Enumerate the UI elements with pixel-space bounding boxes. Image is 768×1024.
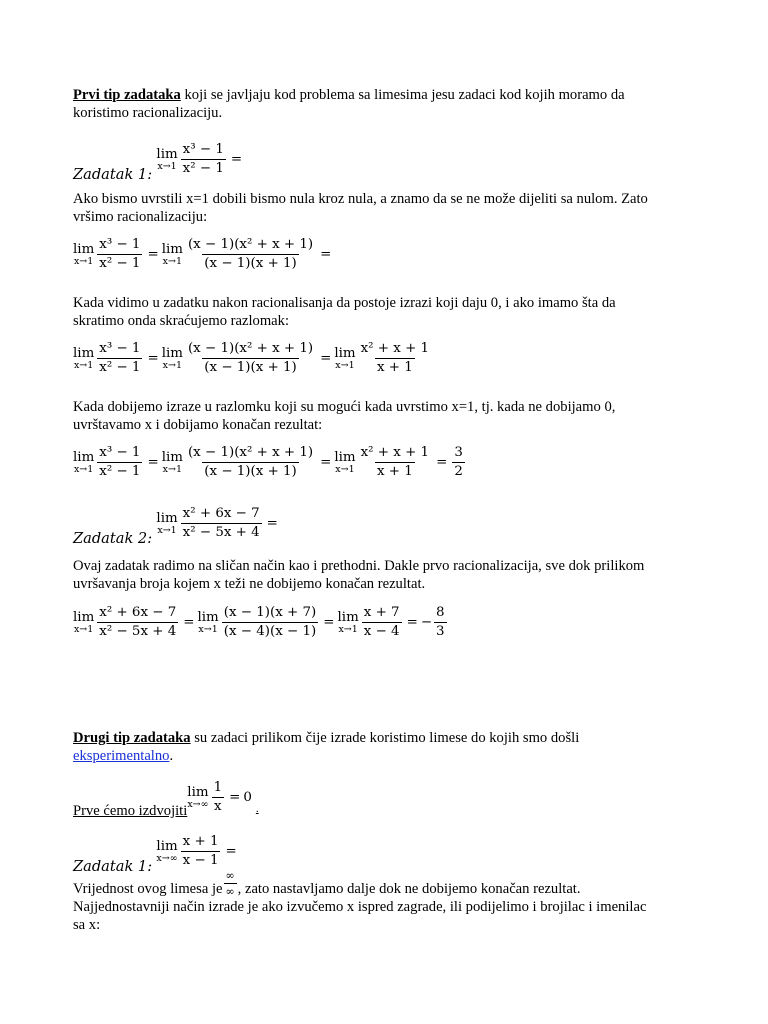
paragraph-5: Vrijednost ovog limesa je $\frac{\infty}{\infty}$ , zato nastavljamo dalje dok ne dobijemo konačan rezultat. Najjednostavniji način izrade je ako izvučemo x ispred zagrade, ili podijelimo i brojilac i imenilac sa x: (73, 868, 647, 933)
paragraph-4: Ovaj zadatak radimo na sličan način kao i prethodni. Dakle prvo racionalizacija, sve dok prilikom uvršavanja broja kojem x teži ne dobijemo konačan rezultat. (73, 558, 645, 592)
lim-operator: lim x→1 (156, 146, 178, 172)
zadatak2-equation: Zadatak 2: lim x→1 $\frac{\text{x² + 6x − 7}}{\text{x² − 5x + 4}}$ = (73, 505, 278, 547)
section1-heading: Prvi tip zadataka (73, 87, 181, 103)
lim-operator: lim x→1 (161, 241, 183, 268)
zadatak3-label: Zadatak 1: (73, 858, 153, 875)
fraction: $\frac{\text{x³ − 1}}{\text{x² − 1}}$ (182, 141, 224, 176)
fraction: $\frac{\text{(x − 1)(x² + x + 1)}}{(x - 1)(x + 1)}$ (187, 237, 314, 272)
equation-b: lim x→1 $\frac{\text{x³ − 1}}{\text{x² − 1}}$ = lim x→1 $\frac{\text{(x − 1)(x² + x + 1)}}{(x - 1)(x + 1)}$ = lim x→1 $\frac{\text{x² + x + 1}}{x + 1}$ (73, 341, 430, 376)
equation-a: lim x→1 $\frac{\text{x³ − 1}}{\text{x² − 1}}$ = lim x→1 $\frac{\text{(x − 1)(x² + x + 1)}}{(x - 1)(x + 1)}$ = (73, 237, 332, 272)
section1-text: koji se javljaju kod problema sa limesima jesu zadaci kod kojih moramo da (180, 87, 625, 103)
section1-intro (73, 86, 693, 122)
zadatak1-equation: Zadatak 1: lim x→1 $\frac{\text{x³ − 1}}{\text{x² − 1}}$ = (73, 141, 243, 183)
lim-operator: lim x→1 (73, 241, 95, 268)
paragraph-1: Ako bismo uvrstili x=1 dobili bismo nula kroz nula, a znamo da se ne može dijeliti sa nulom. Zato vršimo racionalizaciju: (73, 191, 648, 225)
paragraph-3: Kada dobijemo izraze u razlomku koji su mogući kada uvrstimo x=1, tj. kada ne dobijamo 0, uvrštavamo x i dobijamo konačan rezultat: (73, 399, 616, 433)
section2-intro: Drugi tip zadataka su zadaci prilikom čije izrade koristimo limese do kojih smo došli eksperimentalno. (73, 730, 580, 764)
equation-c: lim x→1 $\frac{\text{x³ − 1}}{\text{x² − 1}}$ = lim x→1 $\frac{\text{(x − 1)(x² + x + 1)}}{(x - 1)(x + 1)}$ = lim x→1 $\frac{\text{x² + x + 1}}{x + 1}$ = $\frac{3}{2}$ (73, 445, 463, 480)
inf-over-inf: $\frac{\infty}{\infty}$ (225, 868, 235, 899)
result-fraction: $\frac{3}{2}$ (454, 445, 463, 480)
prve-equation: Prve ćemo izdvojiti lim x→∞ $\frac{1}{x}$ = 0 . (73, 779, 259, 819)
equation-d: lim x→1 $\frac{\text{x² + 6x − 7}}{\text{x² − 5x + 4}}$ = lim x→1 $\frac{(x - 1)(x + 7)}{(x - 4)(x - 1)}$ = lim x→1 $\frac{x + 7}{x - 4}$ = − $\frac{8}{3}$ (73, 605, 445, 640)
section2-heading: Drugi tip zadataka (73, 730, 191, 746)
section1-text-line2: koristimo racionalizaciju. (73, 105, 223, 121)
zadatak3-equation: Zadatak 1: lim x→∞ $\frac{x + 1}{x - 1}$ = (73, 833, 237, 875)
fraction: $\frac{\text{x³ − 1}}{\text{x² − 1}}$ (99, 237, 141, 272)
prve-text: Prve ćemo izdvojiti (73, 803, 188, 819)
paragraph-2: Kada vidimo u zadatku nakon racionalisanja da postoje izrazi koji daju 0, i ako imamo šta da skratimo onda skraćujemo razlomak: (73, 295, 616, 329)
zadatak2-label: Zadatak 2: (73, 530, 153, 547)
zadatak1-label: Zadatak 1: (73, 166, 153, 183)
eksperimentalno-link[interactable]: eksperimentalno (73, 748, 170, 764)
